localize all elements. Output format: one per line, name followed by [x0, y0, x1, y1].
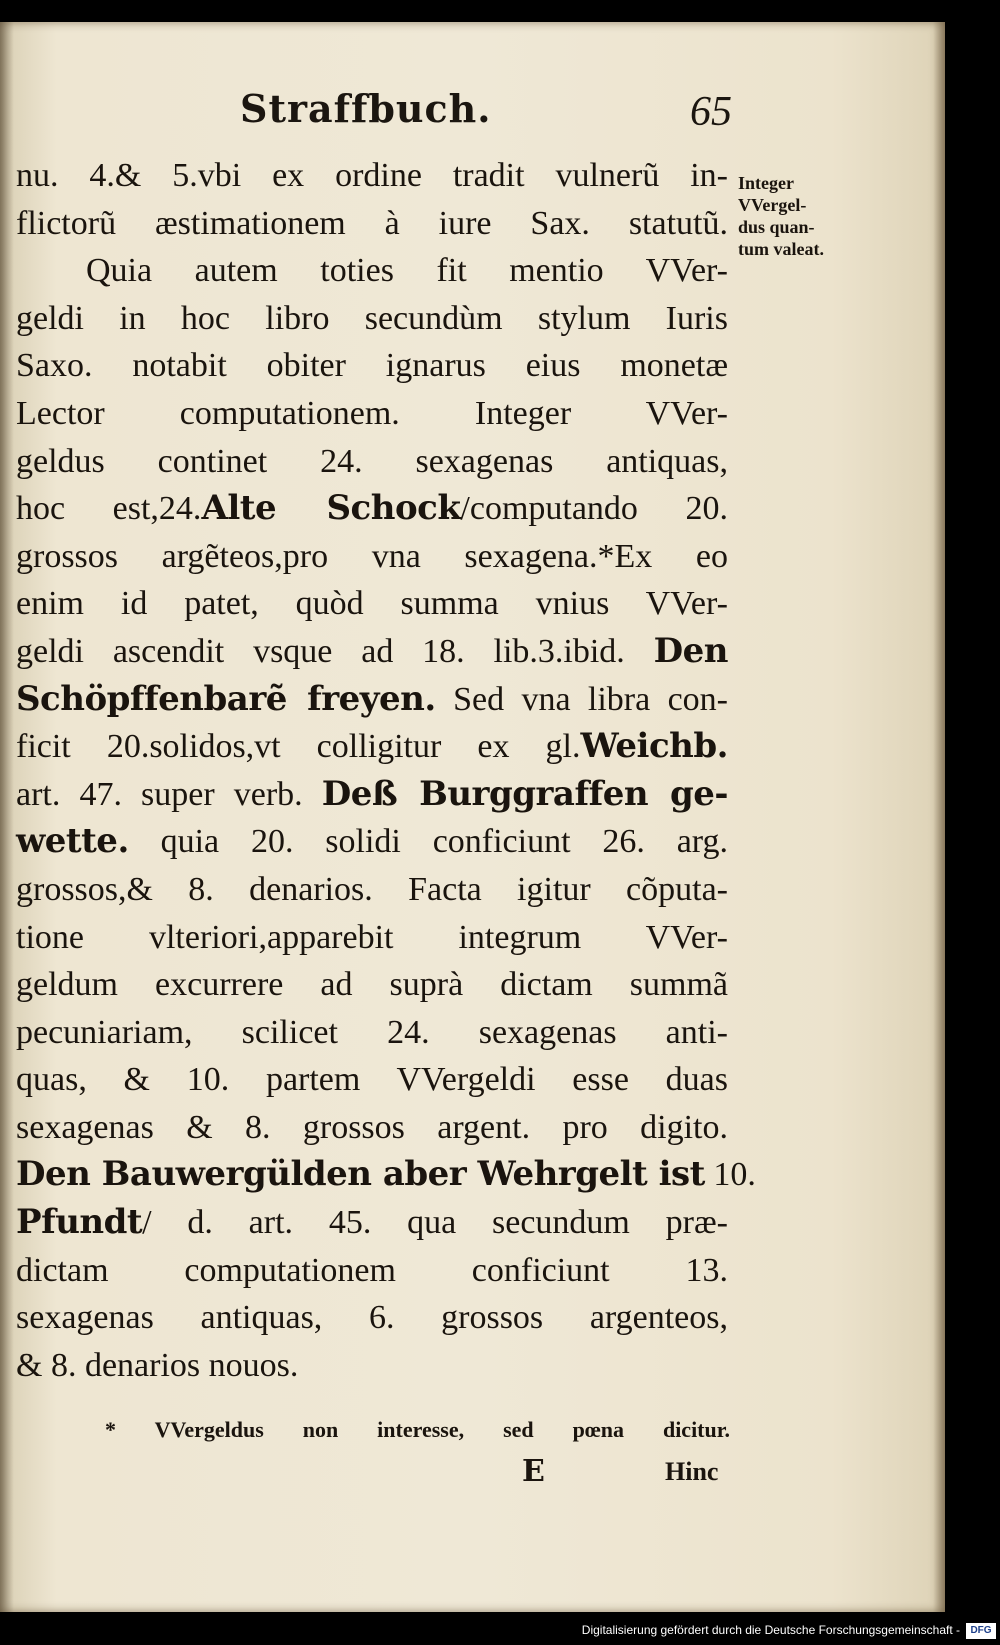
blackletter-run: Deß Burggraffen ge-: [321, 773, 728, 814]
text-run: Sed vna libra con-: [435, 680, 728, 718]
text-line: [16, 676, 728, 724]
blackletter-run: Den: [653, 630, 729, 671]
page-number: 65: [690, 89, 732, 135]
text-line: sexagenas antiquas, 6. grossos argenteos,: [16, 1299, 728, 1337]
text-line: geldum excurrere ad suprà dictam summã: [16, 966, 728, 1004]
blackletter-run: Den Bauwergülden aber Wehrgelt ist: [16, 1154, 705, 1195]
text-line: enim id patet, quòd summa vnius VVer-: [16, 585, 728, 623]
text-line: sexagenas & 8. grossos argent. pro digito.: [16, 1108, 728, 1146]
text-run: 10.: [704, 1156, 756, 1194]
text-line: [16, 1199, 728, 1247]
text-line: grossos argẽteos,pro vna sexagena.*Ex eo: [16, 537, 728, 575]
text-line: [16, 1151, 756, 1199]
text-line: dictam computationem conficiunt 13.: [16, 1251, 728, 1289]
margin-note-line: Integer: [738, 173, 794, 193]
text-line: [16, 818, 728, 866]
book-page: [0, 22, 945, 1612]
text-run: /computando 20.: [460, 490, 728, 528]
text-line: quas, & 10. partem VVergeldi esse duas: [16, 1061, 728, 1099]
text-line: [16, 485, 728, 533]
text-line: nu. 4.& 5.vbi ex ordine tradit vulnerũ in-: [16, 157, 728, 194]
catchword: Hinc: [665, 1457, 719, 1486]
blackletter-run: Pfundt: [16, 1202, 143, 1243]
credit-bar: [0, 1615, 1000, 1645]
blackletter-run: Weichb.: [580, 726, 728, 767]
running-title: Straffbuch.: [240, 86, 492, 131]
margin-note-line: tum valeat.: [738, 239, 824, 259]
dfg-logo: DFG: [966, 1623, 996, 1639]
text-line: tione vlteriori,apparebit integrum VVer-: [16, 918, 728, 956]
text-line: & 8. denarios nouos.: [16, 1346, 299, 1384]
funding-credit: Digitalisierung gefördert durch die Deutsche Forschungsgemeinschaft -: [581, 1623, 960, 1637]
text-line: geldi in hoc libro secundùm stylum Iuris: [16, 299, 728, 337]
text-line: pecuniariam, scilicet 24. sexagenas anti-: [16, 1013, 728, 1051]
text-line: grossos,& 8. denarios. Facta igitur cõputa-: [16, 870, 728, 908]
text-line: Saxo. notabit obiter ignarus eius monetæ: [16, 347, 728, 385]
text-line: [16, 771, 728, 819]
page-header: [20, 78, 732, 142]
text-line: flictorũ æstimationem à iure Sax. statutũ.: [16, 204, 728, 242]
text-line: [16, 723, 728, 771]
page-gutter-shadow: [0, 22, 14, 1612]
signature-mark: E: [522, 1454, 545, 1489]
text-run: ficit 20.solidos,vt colligitur ex gl.: [16, 728, 581, 766]
text-line: Lector computationem. Integer VVer-: [16, 394, 728, 432]
margin-note-line: VVergel-: [738, 195, 807, 215]
text-run: quia 20. solidi conficiunt 26. arg.: [128, 823, 728, 861]
blackletter-run: Alte Schock: [201, 488, 461, 529]
text-line: geldus continet 24. sexagenas antiquas,: [16, 442, 728, 480]
text-run: hoc est,24.: [16, 490, 202, 528]
blackletter-run: wette.: [16, 821, 129, 862]
blackletter-run: Schöpffenbarẽ freyen.: [16, 678, 436, 719]
footnote: * VVergeldus non interesse, sed pœna dicitur.: [105, 1417, 730, 1442]
text-line: [16, 628, 728, 676]
body-text: [16, 152, 756, 1389]
margin-note: [738, 172, 868, 260]
text-run: geldi ascendit vsque ad 18. lib.3.ibid.: [16, 632, 625, 670]
text-run: art. 47. super verb.: [16, 775, 303, 813]
text-run: / d. art. 45. qua secundum præ-: [142, 1204, 728, 1242]
margin-note-line: dus quan-: [738, 217, 815, 237]
text-line: Quia autem toties fit mentio VVer-: [86, 252, 728, 290]
